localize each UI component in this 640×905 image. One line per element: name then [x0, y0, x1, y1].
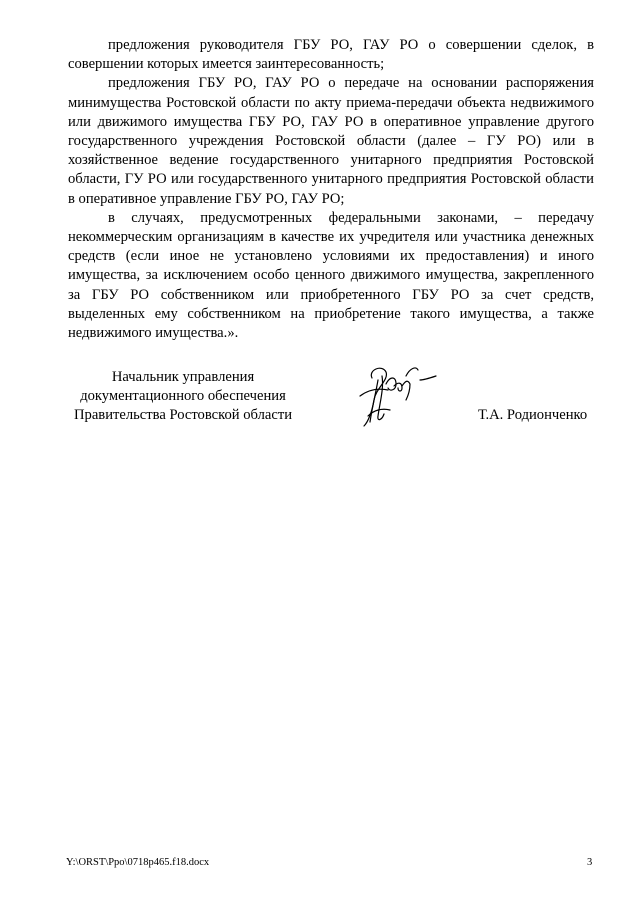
position-line: документационного обеспечения — [80, 388, 286, 405]
document-body — [68, 36, 594, 343]
position-line: Правительства Ростовской области — [73, 407, 293, 424]
signer-position — [66, 368, 300, 426]
position-line: Начальник управления — [111, 369, 255, 385]
paragraph-nonprofit-transfer: в случаях, предусмотренных федеральными законами, – передачу некоммерческим организациям в качестве их учредителя или участника денежных средств (если иное не установлено условиями их предоставления) и иного имущества, за исключением особо ценного движимого имущества, закрепленного за ГБУ РО собственником или приобретенного ГБУ РО за счет средств, выделенных ему собственником на приобретение такого имущества, а также недвижимого имущества.». — [68, 209, 594, 342]
signature-block — [0, 368, 640, 438]
handwritten-signature — [338, 356, 458, 436]
page-number: 3 — [587, 857, 593, 868]
paragraph-property-transfer: предложения ГБУ РО, ГАУ РО о передаче на основании распоряжения минимущества Ростовской области по акту приема-передачи объекта недвижимого или движимого имущества ГБУ РО, ГАУ РО в оперативное управление другого государственного учреждения Ростовской области (далее – ГУ РО) или в хозяйственное ведение государственного унитарного предприятия Ростовской области, ГУ РО или государственного унитарного предприятия Ростовской области в оперативное управление ГБУ РО, ГАУ РО; — [68, 75, 594, 207]
signer-name: Т.А. Родионченко — [478, 407, 588, 424]
paragraph-interested-party-deals: предложения руководителя ГБУ РО, ГАУ РО о совершении сделок, в совершении которых имеется заинтересованность; — [68, 37, 594, 73]
footer-file-path: Y:\ORST\Ppo\0718p465.f18.docx — [66, 857, 210, 868]
